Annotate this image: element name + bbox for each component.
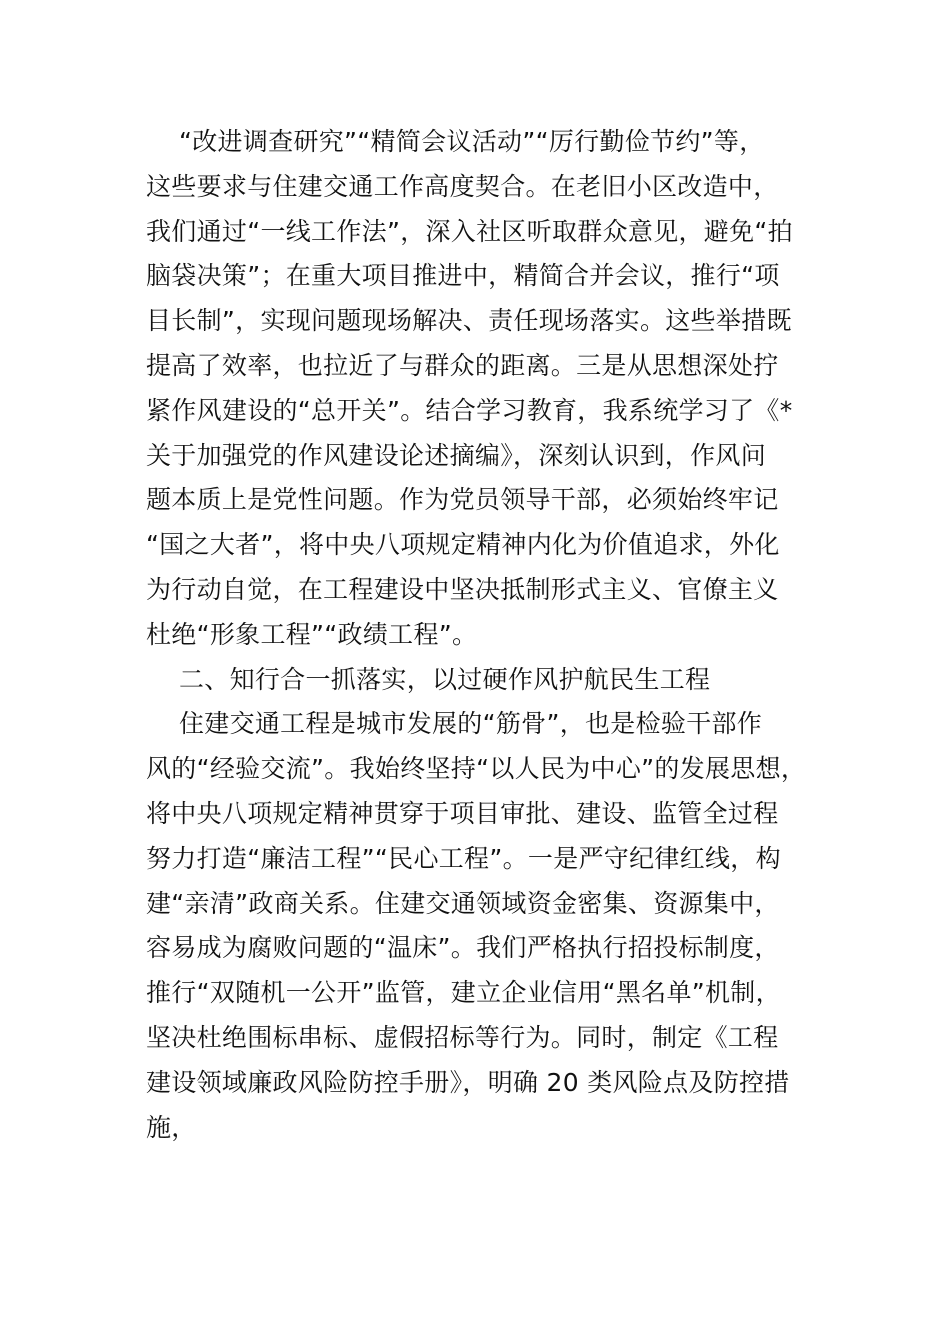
text-line: 为行动自觉，在工程建设中坚决抵制形式主义、官僚主义 bbox=[146, 574, 779, 604]
text-line: 推行“双随机一公开”监管，建立企业信用“黑名单”机制， bbox=[146, 978, 781, 1008]
text-line: 将中央八项规定精神贯穿于项目审批、建设、监管全过程 bbox=[146, 798, 779, 828]
text-line: 这些要求与住建交通工作高度契合。在老旧小区改造中， bbox=[146, 171, 779, 201]
text-line: 我们通过“一线工作法”，深入社区听取群众意见，避免“拍 bbox=[146, 216, 793, 246]
text-line: 努力打造“廉洁工程”“民心工程”。一是严守纪律红线，构 bbox=[146, 843, 781, 873]
text-line: 建“亲清”政商关系。住建交通领域资金密集、资源集中， bbox=[146, 888, 780, 918]
text-line: 住建交通工程是城市发展的“筋骨”，也是检验干部作 bbox=[146, 709, 763, 739]
text-line: 风的“经验交流”。我始终坚持“以人民为中心”的发展思想， bbox=[146, 754, 807, 784]
text-line: 紧作风建设的“总开关”。结合学习教育，我系统学习了《* bbox=[146, 395, 793, 425]
text-line: 杜绝“形象工程”“政绩工程”。 bbox=[146, 619, 478, 649]
text-line: 施， bbox=[146, 1112, 197, 1142]
text-line: “改进调查研究”“精简会议活动”“厉行勤俭节约”等， bbox=[146, 127, 765, 156]
body-text bbox=[146, 120, 846, 1150]
text-line: “国之大者”，将中央八项规定精神内化为价值追求，外化 bbox=[146, 530, 780, 560]
text-line: 题本质上是党性问题。作为党员领导干部，必须始终牢记 bbox=[146, 485, 779, 515]
text-line: 建设领域廉政风险防控手册》，明确 20 类风险点及防控措 bbox=[146, 1067, 790, 1097]
text-line: 脑袋决策”；在重大项目推进中，精简合并会议，推行“项 bbox=[146, 261, 780, 291]
text-line: 关于加强党的作风建设论述摘编》，深刻认识到，作风问 bbox=[146, 440, 767, 470]
text-line: 坚决杜绝围标串标、虚假招标等行为。同时，制定《工程 bbox=[146, 1022, 779, 1052]
text-line: 目长制”，实现问题现场解决、责任现场落实。这些举措既 bbox=[146, 306, 792, 336]
section-heading: 二、知行合一抓落实，以过硬作风护航民生工程 bbox=[146, 664, 711, 694]
text-line: 容易成为腐败问题的“温床”。我们严格执行招投标制度， bbox=[146, 933, 780, 963]
text-line: 提高了效率，也拉近了与群众的距离。三是从思想深处拧 bbox=[146, 350, 779, 380]
